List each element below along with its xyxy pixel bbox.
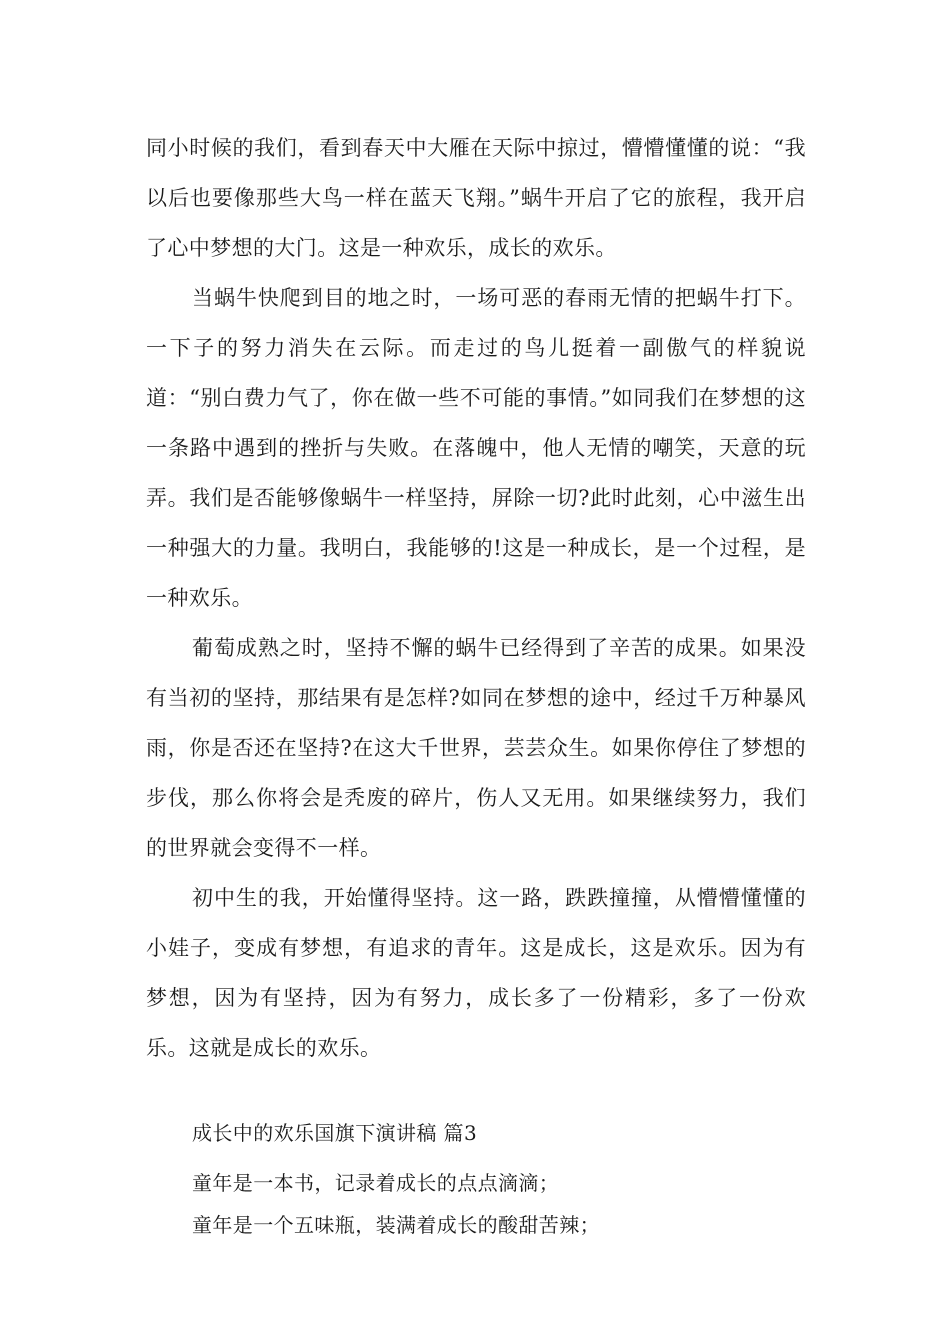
body-paragraph: 葡萄成熟之时，坚持不懈的蜗牛已经得到了辛苦的成果。如果没有当初的坚持，那结果有是怎样?如同在梦想的途中，经过千万种暴风雨，你是否还在坚持?在这大千世界，芸芸众生。如果你停住了梦想的步伐，那么你将会是秃废的碎片，伤人又无用。如果继续努力，我们的世界就会变得不一样。 <box>146 636 806 860</box>
body-line: 童年是一本书，记录着成长的点点滴滴； <box>192 1171 560 1195</box>
body-paragraph: 同小时候的我们，看到春天中大雁在天际中掠过，懵懵懂懂的说：“我以后也要像那些大鸟一样在蓝天飞翔。”蜗牛开启了它的旅程，我开启了心中梦想的大门。这是一种欢乐，成长的欢乐。 <box>146 136 806 260</box>
body-paragraph: 初中生的我，开始懂得坚持。这一路，跌跌撞撞，从懵懵懂懂的小娃子，变成有梦想，有追求的青年。这是成长，这是欢乐。因为有梦想，因为有坚持，因为有努力，成长多了一份精彩，多了一份欢乐。这就是成长的欢乐。 <box>146 886 806 1060</box>
body-line: 童年是一个五味瓶，装满着成长的酸甜苦辣； <box>192 1213 600 1237</box>
section-heading: 成长中的欢乐国旗下演讲稿 篇3 <box>192 1121 478 1145</box>
body-paragraph: 当蜗牛快爬到目的地之时，一场可恶的春雨无情的把蜗牛打下。一下子的努力消失在云际。而走过的鸟儿挺着一副傲气的样貌说道：“别白费力气了，你在做一些不可能的事情。”如同我们在梦想的这一条路中遇到的挫折与失败。在落魄中，他人无情的嘲笑，天意的玩弄。我们是否能够像蜗牛一样坚持，屏除一切?此时此刻，心中滋生出一种强大的力量。我明白，我能够的!这是一种成长，是一个过程，是一种欢乐。 <box>146 286 806 610</box>
